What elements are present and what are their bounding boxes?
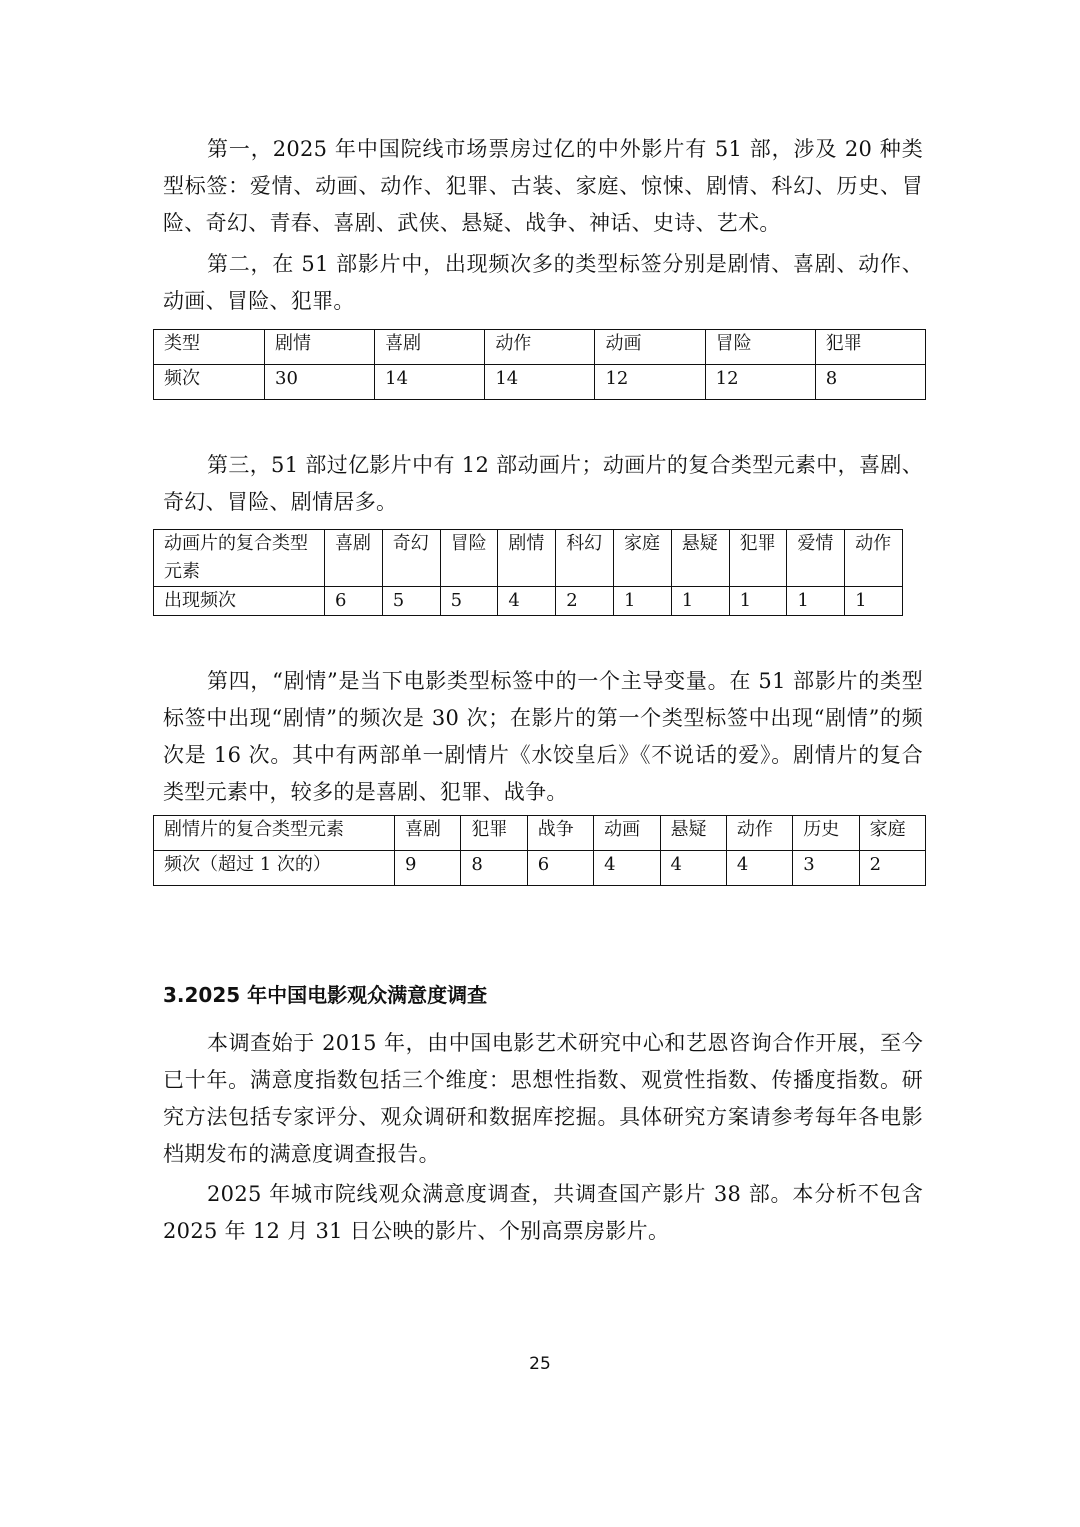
genre-frequency-table xyxy=(153,329,926,400)
table-cell: 4 xyxy=(594,851,660,886)
table-row xyxy=(154,330,926,365)
table-cell: 8 xyxy=(815,365,925,400)
table-cell: 爱情 xyxy=(787,530,845,587)
table-cell: 14 xyxy=(485,365,595,400)
table-cell: 14 xyxy=(375,365,485,400)
table-cell: 动作 xyxy=(726,816,792,851)
table-cell: 动画片的复合类型元素 xyxy=(154,530,325,587)
table-row xyxy=(154,530,903,587)
paragraph-5: 本调查始于 2015 年，由中国电影艺术研究中心和艺恩咨询合作开展，至今已十年。满意度指数包括三个维度：思想性指数、观赏性指数、传播度指数。研究方法包括专家评分、观众调研和数据库挖掘。具体研究方案请参考每年各电影档期发布的满意度调查报告。 xyxy=(163,1031,923,1166)
table-cell: 犯罪 xyxy=(815,330,925,365)
table-cell: 喜剧 xyxy=(375,330,485,365)
table-cell: 剧情片的复合类型元素 xyxy=(154,816,395,851)
table-cell: 历史 xyxy=(793,816,859,851)
table-cell: 1 xyxy=(787,587,845,616)
table-cell: 1 xyxy=(729,587,787,616)
table-cell: 战争 xyxy=(527,816,593,851)
table-cell: 6 xyxy=(325,587,383,616)
table-row xyxy=(154,851,926,886)
table-cell: 4 xyxy=(726,851,792,886)
table-cell: 2 xyxy=(556,587,614,616)
table-cell: 4 xyxy=(498,587,556,616)
table-cell: 动作 xyxy=(845,530,903,587)
table-cell: 5 xyxy=(382,587,440,616)
table-cell: 喜剧 xyxy=(395,816,461,851)
table-cell: 喜剧 xyxy=(325,530,383,587)
table-cell: 类型 xyxy=(154,330,265,365)
table-cell: 剧情 xyxy=(265,330,375,365)
table-row xyxy=(154,587,903,616)
table-cell: 奇幻 xyxy=(382,530,440,587)
table-cell: 4 xyxy=(660,851,726,886)
table-cell: 6 xyxy=(527,851,593,886)
table-row xyxy=(154,816,926,851)
table-cell: 2 xyxy=(859,851,925,886)
paragraph-1: 第一，2025 年中国院线市场票房过亿的中外影片有 51 部，涉及 20 种类型标签：爱情、动画、动作、犯罪、古装、家庭、惊悚、剧情、科幻、历史、冒险、奇幻、青春、喜剧、武侠、悬疑、战争、神话、史诗、艺术。 xyxy=(163,137,923,235)
page-number: 25 xyxy=(529,1354,551,1374)
paragraph-3: 第三，51 部过亿影片中有 12 部动画片；动画片的复合类型元素中，喜剧、奇幻、冒险、剧情居多。 xyxy=(163,453,923,514)
paragraph-2: 第二，在 51 部影片中，出现频次多的类型标签分别是剧情、喜剧、动作、动画、冒险、犯罪。 xyxy=(163,252,923,313)
table-cell: 频次（超过 1 次的） xyxy=(154,851,395,886)
table-cell: 科幻 xyxy=(556,530,614,587)
table-cell: 12 xyxy=(705,365,815,400)
table-cell: 犯罪 xyxy=(729,530,787,587)
drama-elements-table xyxy=(153,815,926,886)
table-cell: 冒险 xyxy=(440,530,498,587)
paragraph-4: 第四，“剧情”是当下电影类型标签中的一个主导变量。在 51 部影片的类型标签中出现“剧情”的频次是 30 次；在影片的第一个类型标签中出现“剧情”的频次是 16 次。其中有两部单一剧情片《水饺皇后》《不说话的爱》。剧情片的复合类型元素中，较多的是喜剧、犯罪、战争。 xyxy=(163,669,923,804)
table-cell: 频次 xyxy=(154,365,265,400)
table-cell: 1 xyxy=(613,587,671,616)
table-cell: 悬疑 xyxy=(660,816,726,851)
table-cell: 动画 xyxy=(594,816,660,851)
table-cell: 8 xyxy=(461,851,527,886)
table-cell: 5 xyxy=(440,587,498,616)
table-cell: 冒险 xyxy=(705,330,815,365)
table-cell: 家庭 xyxy=(859,816,925,851)
table-cell: 出现频次 xyxy=(154,587,325,616)
table-cell: 犯罪 xyxy=(461,816,527,851)
table-cell: 9 xyxy=(395,851,461,886)
section-heading: 3.2025 年中国电影观众满意度调查 xyxy=(163,983,488,1007)
paragraph-6: 2025 年城市院线观众满意度调查，共调查国产影片 38 部。本分析不包含 2025 年 12 月 31 日公映的影片、个别高票房影片。 xyxy=(163,1182,923,1243)
table-cell: 剧情 xyxy=(498,530,556,587)
animation-elements-table xyxy=(153,529,903,616)
table-cell: 家庭 xyxy=(613,530,671,587)
table-row xyxy=(154,365,926,400)
table-cell: 3 xyxy=(793,851,859,886)
table-cell: 动作 xyxy=(485,330,595,365)
table-cell: 1 xyxy=(671,587,729,616)
table-cell: 动画 xyxy=(595,330,705,365)
table-cell: 悬疑 xyxy=(671,530,729,587)
table-cell: 30 xyxy=(265,365,375,400)
table-cell: 1 xyxy=(845,587,903,616)
table-cell: 12 xyxy=(595,365,705,400)
